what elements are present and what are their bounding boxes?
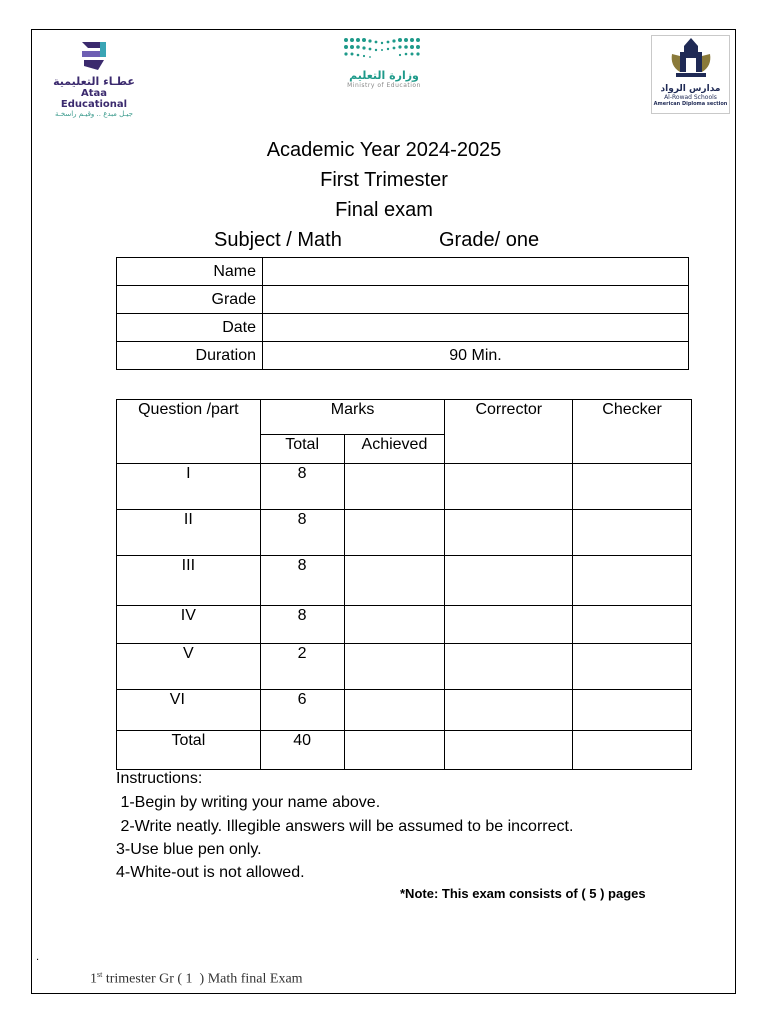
duration-label: Duration <box>117 342 263 370</box>
corrector-cell[interactable] <box>445 606 573 644</box>
student-info-table <box>116 257 689 370</box>
instruction-item: 1-Begin by writing your name above. <box>116 794 381 811</box>
table-row <box>117 690 692 731</box>
footer-text <box>90 970 303 988</box>
table-row <box>117 606 692 644</box>
duration-value: 90 Min. <box>263 342 689 370</box>
trimester-title: First Trimester <box>320 169 448 191</box>
ministry-dots-icon <box>342 36 426 64</box>
table-row <box>117 464 692 510</box>
ministry-english: Ministry of Education <box>347 82 421 89</box>
table-row <box>117 258 689 286</box>
part-cell: II <box>117 510 261 556</box>
footer-rest: trimester Gr ( 1 ) Math final Exam <box>102 971 303 987</box>
corrector-cell[interactable] <box>445 690 573 731</box>
ministry-arabic: وزارة التعليم <box>349 69 419 82</box>
corrector-cell[interactable] <box>445 644 573 690</box>
rowad-logo <box>651 35 730 114</box>
corrector-cell[interactable] <box>445 556 573 606</box>
ataa-logo-icon <box>74 38 114 74</box>
ministry-logo <box>334 36 434 96</box>
achieved-cell[interactable] <box>344 606 445 644</box>
rowad-english: Al-Rowad Schools <box>664 94 717 101</box>
rowad-sub: American Diploma section <box>653 101 728 107</box>
checker-cell[interactable] <box>573 510 692 556</box>
total-cell: 8 <box>260 464 344 510</box>
rowad-arabic: مدارس الرواد <box>660 84 721 94</box>
total-cell: 2 <box>260 644 344 690</box>
corrector-header: Corrector <box>445 400 573 464</box>
achieved-cell[interactable] <box>344 644 445 690</box>
table-row <box>117 510 692 556</box>
total-cell: 8 <box>260 510 344 556</box>
instructions-title: Instructions: <box>116 770 203 787</box>
exam-title: Final exam <box>335 199 433 221</box>
date-label: Date <box>117 314 263 342</box>
instruction-item: 3-Use blue pen only. <box>116 841 262 858</box>
checker-cell[interactable] <box>573 731 692 770</box>
achieved-cell[interactable] <box>344 690 445 731</box>
part-cell: V <box>117 644 261 690</box>
ataa-english: Ataa Educational <box>60 88 128 110</box>
table-row <box>117 556 692 606</box>
achieved-cell[interactable] <box>344 464 445 510</box>
table-row <box>117 644 692 690</box>
marks-header: Marks <box>260 400 445 435</box>
part-cell: Total <box>117 731 261 770</box>
total-cell: 6 <box>260 690 344 731</box>
part-cell: I <box>117 464 261 510</box>
date-field[interactable] <box>263 314 689 342</box>
achieved-cell[interactable] <box>344 731 445 770</box>
table-row <box>117 342 689 370</box>
checker-cell[interactable] <box>573 690 692 731</box>
table-row <box>117 314 689 342</box>
achieved-cell[interactable] <box>344 510 445 556</box>
corrector-cell[interactable] <box>445 510 573 556</box>
grade-field-label: Grade <box>117 286 263 314</box>
header-row <box>117 400 692 435</box>
instruction-item: 2-Write neatly. Illegible answers will be assumed to be incorrect. <box>116 818 574 835</box>
checker-cell[interactable] <box>573 644 692 690</box>
total-cell: 40 <box>260 731 344 770</box>
academic-year-title: Academic Year 2024-2025 <box>266 139 502 161</box>
achieved-header: Achieved <box>344 435 445 464</box>
part-cell: VI <box>117 690 261 731</box>
instruction-item: 4-White-out is not allowed. <box>116 864 305 881</box>
ataa-tagline: جيـل مبدع .. وقيـم راسخـة <box>55 110 133 118</box>
total-header: Total <box>260 435 344 464</box>
ataa-logo <box>48 38 140 118</box>
table-row <box>117 731 692 770</box>
total-cell: 8 <box>260 606 344 644</box>
grade-field[interactable] <box>263 286 689 314</box>
total-cell: 8 <box>260 556 344 606</box>
achieved-cell[interactable] <box>344 556 445 606</box>
part-cell: III <box>117 556 261 606</box>
corrector-cell[interactable] <box>445 731 573 770</box>
part-cell: IV <box>117 606 261 644</box>
name-field[interactable] <box>263 258 689 286</box>
checker-cell[interactable] <box>573 606 692 644</box>
ataa-arabic: عطـاء التعليمية <box>53 75 135 88</box>
stray-dot: . <box>36 952 40 963</box>
rowad-crest-icon <box>666 36 716 80</box>
subject-label: Subject / Math <box>214 229 342 251</box>
marks-table <box>116 399 692 770</box>
checker-cell[interactable] <box>573 464 692 510</box>
footer-pre: 1 <box>90 971 97 987</box>
pages-note: *Note: This exam consists of ( 5 ) pages <box>400 886 646 901</box>
checker-cell[interactable] <box>573 556 692 606</box>
name-label: Name <box>117 258 263 286</box>
corrector-cell[interactable] <box>445 464 573 510</box>
checker-header: Checker <box>573 400 692 464</box>
question-header: Question /part <box>117 400 261 464</box>
table-row <box>117 286 689 314</box>
footer-sup: st <box>97 970 103 979</box>
grade-label: Grade/ one <box>439 229 540 251</box>
